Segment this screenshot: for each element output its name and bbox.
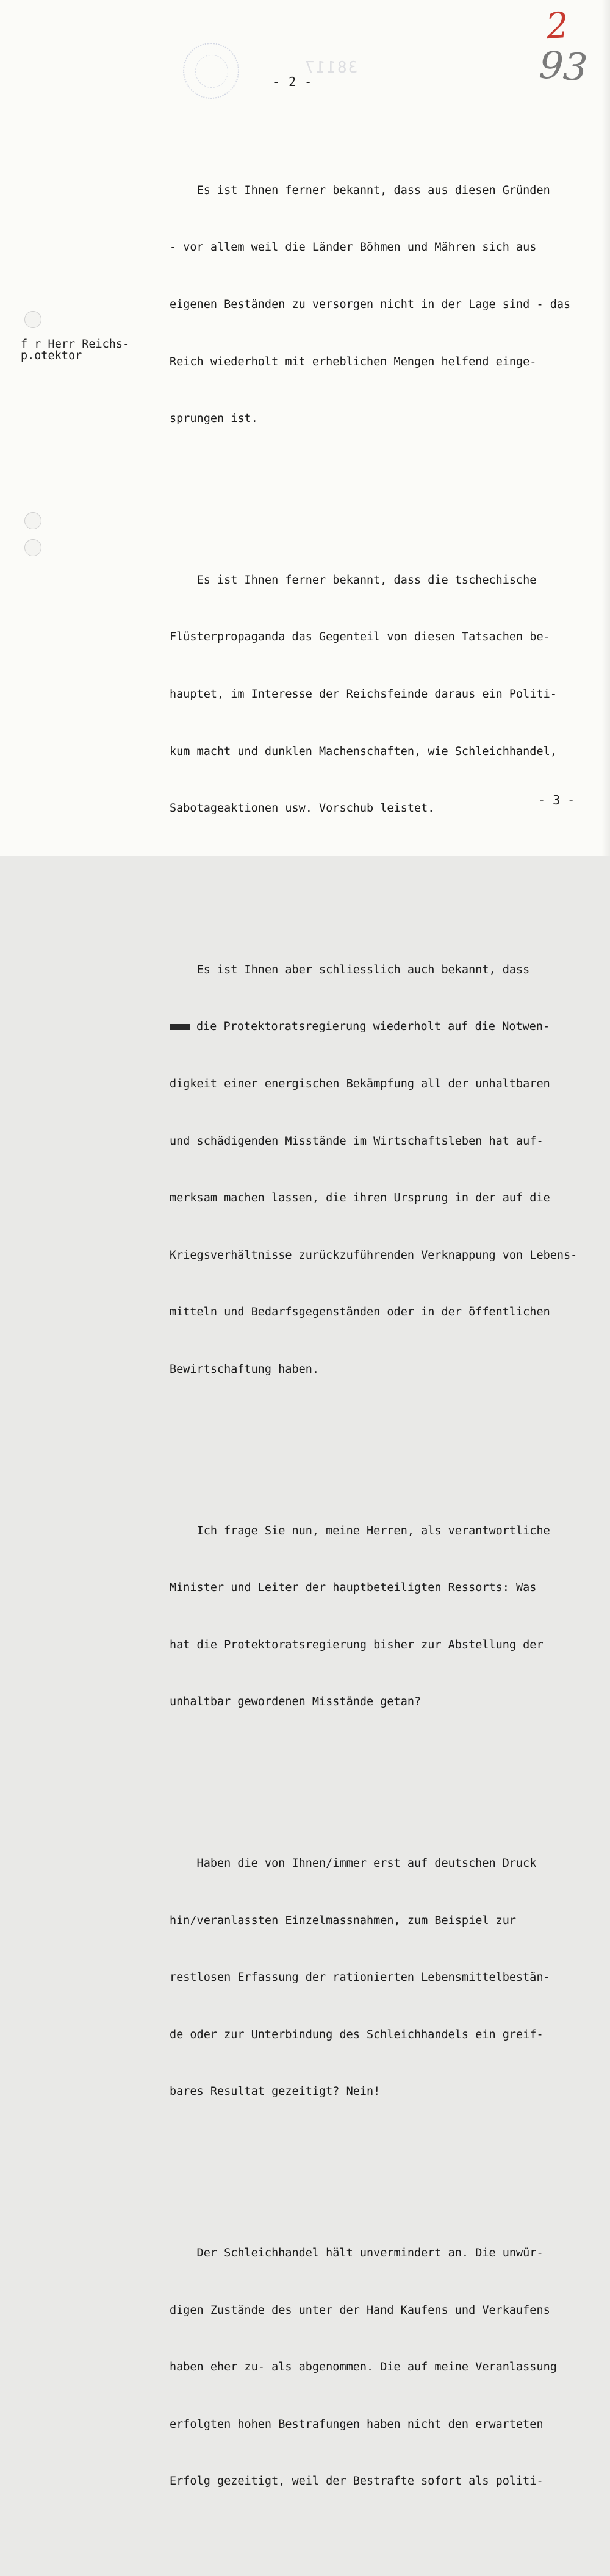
text-line: Haben die von Ihnen/immer erst auf deutschen Druck	[170, 1856, 537, 1870]
text-line: Minister und Leiter der hauptbeteiligten Ressorts: Was	[170, 1581, 537, 1595]
document-body	[170, 105, 597, 2576]
text-line: hat die Protektoratsregierung bisher zur Abstellung der	[170, 1638, 544, 1651]
text-line: unhaltbar gewordenen Misstände getan?	[170, 1695, 422, 1709]
text-line: Flüsterpropaganda das Gegenteil von diesen Tatsachen be-	[170, 631, 550, 644]
handwritten-red-number: 2	[544, 4, 570, 48]
text-line: erfolgten hohen Bestrafungen haben nicht den erwarteten	[170, 2417, 544, 2431]
text-line: eigenen Beständen zu versorgen nicht in der Lage sind - das	[170, 298, 571, 311]
text-line: Der Schleichhandel hält unvermindert an. Die unwür-	[170, 2246, 544, 2259]
text-line: mitteln und Bedarfsgegenständen oder in der öffentlichen	[170, 1306, 550, 1319]
text-line: und schädigenden Misstände im Wirtschaftsleben hat auf-	[170, 1134, 544, 1148]
text-line: haben eher zu- als abgenommen. Die auf meine Veranlassung	[170, 2361, 557, 2374]
paragraph-1	[170, 143, 597, 466]
text-line: Bewirtschaftung haben.	[170, 1362, 320, 1376]
bleed-through-number: 38117	[304, 59, 358, 77]
page-number: - 2 -	[273, 74, 313, 89]
text-line: Sabotageaktionen usw. Vorschub leistet.	[170, 802, 435, 815]
typed-strikeout	[170, 1024, 190, 1030]
margin-note: f r Herr Reichs- p.otektor	[21, 338, 130, 362]
paragraph-4	[170, 1483, 597, 1750]
text-line: Es ist Ihnen aber schliesslich auch bekannt, dass	[170, 963, 530, 976]
text-line: Erfolg gezeitigt, weil der Bestrafte sofort als politi-	[170, 2475, 544, 2488]
text-line: bares Resultat gezeitigt? Nein!	[170, 2085, 381, 2098]
text-line: Kriegsverhältnisse zurückzuführenden Verknappung von Lebens-	[170, 1248, 578, 1262]
text-line: Reich wiederholt mit erheblichen Mengen helfend einge-	[170, 355, 537, 368]
text-line: - vor allem weil die Länder Böhmen und Mähren sich aus	[170, 241, 537, 254]
punch-hole-icon	[24, 512, 41, 529]
text-line: hauptet, im Interesse der Reichsfeinde daraus ein Politi-	[170, 687, 557, 701]
text-line	[170, 1017, 597, 1036]
archive-stamp-inner	[195, 55, 228, 88]
handwritten-folio-number: 93	[537, 42, 589, 90]
paragraph-6	[170, 2206, 597, 2529]
text-line: hin/veranlassten Einzelmassnahmen, zum Beispiel zur	[170, 1914, 517, 1927]
paragraph-3	[170, 922, 597, 1417]
punch-hole-icon	[24, 539, 41, 556]
paragraph-2	[170, 532, 597, 856]
text-line: digen Zustände des unter der Hand Kaufens und Verkaufens	[170, 2303, 550, 2317]
text-line: de oder zur Unterbindung des Schleichhandels ein greif-	[170, 2028, 544, 2041]
next-page-number: - 3 -	[538, 793, 575, 807]
punch-hole-icon	[24, 311, 41, 328]
text-line: Es ist Ihnen ferner bekannt, dass die tschechische	[170, 573, 537, 587]
text-line: Es ist Ihnen ferner bekannt, dass aus diesen Gründen	[170, 184, 550, 197]
paragraph-5	[170, 1816, 597, 2139]
page-edge-shadow	[601, 0, 610, 856]
text-line: restlosen Erfassung der rationierten Lebensmittelbestän-	[170, 1971, 550, 1984]
text-line: digkeit einer energischen Bekämpfung all der unhaltbaren	[170, 1077, 550, 1090]
text-line: sprungen ist.	[170, 412, 258, 426]
archive-stamp	[183, 43, 239, 99]
text-line: kum macht und dunklen Machenschaften, wie Schleichhandel,	[170, 745, 557, 758]
text-line-content: die Protektoratsregierung wiederholt auf die Notwen-	[196, 1020, 550, 1034]
text-line: merksam machen lassen, die ihren Ursprung in der auf die	[170, 1192, 550, 1205]
text-line: Ich frage Sie nun, meine Herren, als verantwortliche	[170, 1524, 550, 1537]
